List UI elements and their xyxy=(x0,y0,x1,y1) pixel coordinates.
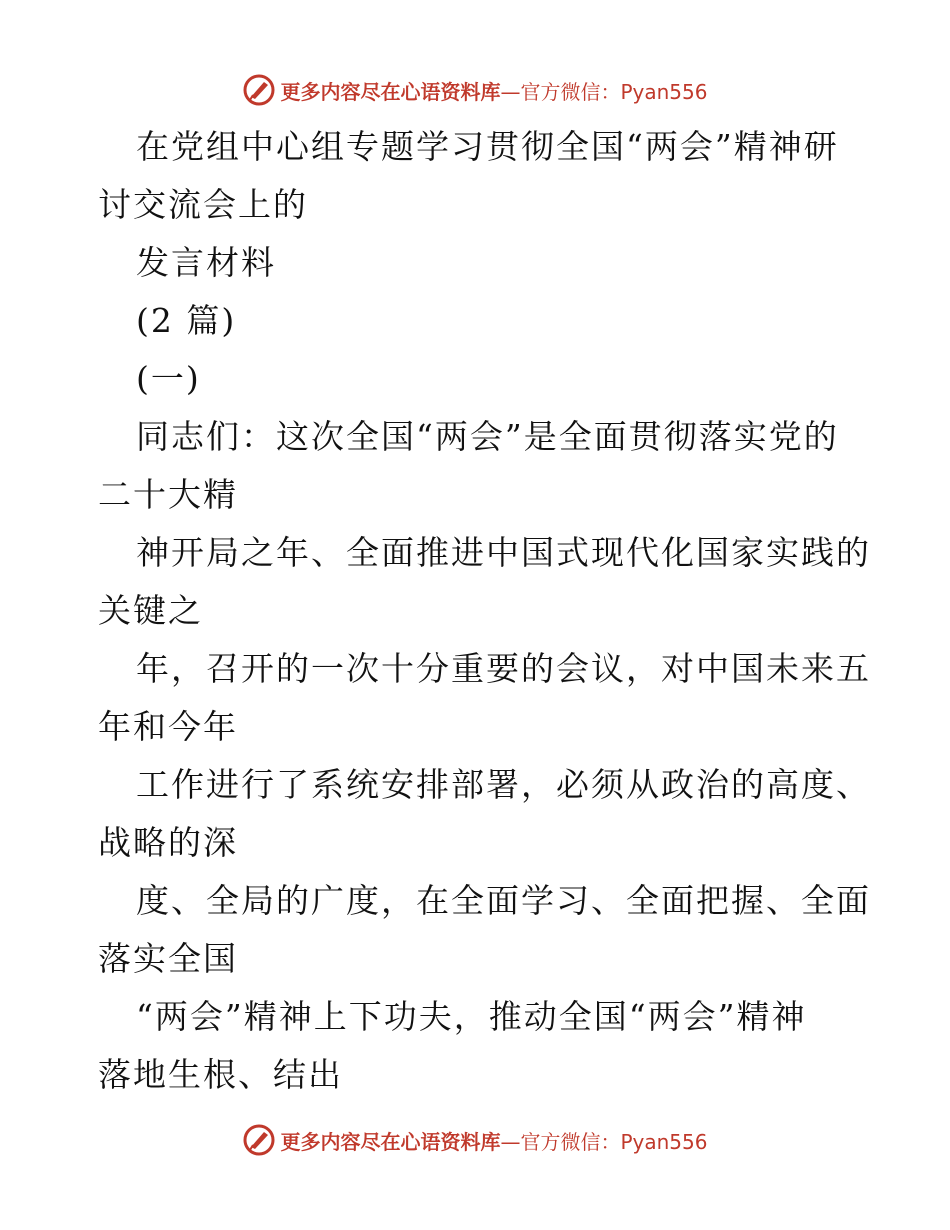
text-line: 落实全国 xyxy=(98,939,238,978)
text-line: 同志们：这次全国“两会”是全面贯彻落实党的 xyxy=(136,417,839,456)
text-line: 关键之 xyxy=(98,591,203,630)
text-line: “两会”精神上下功夫，推动全国“两会”精神 xyxy=(136,997,807,1036)
quill-logo-icon xyxy=(242,1123,276,1157)
text-line: 落地生根、结出 xyxy=(98,1055,343,1094)
quill-logo-icon xyxy=(242,73,276,107)
text-line: 二十大精 xyxy=(98,475,238,514)
text-line: 神开局之年、全面推进中国式现代化国家实践的 xyxy=(136,533,871,572)
banner-title: 更多内容尽在心语资料库 xyxy=(280,79,501,104)
text-line: 年和今年 xyxy=(98,707,238,746)
text-line: (2 篇) xyxy=(136,301,237,340)
text-line: 讨交流会上的 xyxy=(98,185,308,224)
text-line: 工作进行了系统安排部署，必须从政治的高度、 xyxy=(136,765,871,804)
footer-banner xyxy=(0,1118,950,1162)
text-line: (一) xyxy=(136,359,201,398)
text-line: 度、全局的广度，在全面学习、全面把握、全面 xyxy=(136,881,871,920)
banner-wechat: —官方微信：Pyan556 xyxy=(500,1129,708,1154)
text-line: 战略的深 xyxy=(98,823,238,862)
banner-wechat: —官方微信：Pyan556 xyxy=(500,79,708,104)
text-line: 年，召开的一次十分重要的会议，对中国未来五 xyxy=(136,649,871,688)
text-line: 发言材料 xyxy=(136,243,276,282)
header-banner xyxy=(0,68,950,112)
banner-title: 更多内容尽在心语资料库 xyxy=(280,1129,501,1154)
text-line: 在党组中心组专题学习贯彻全国“两会”精神研 xyxy=(136,127,839,166)
document-body xyxy=(98,118,871,1104)
